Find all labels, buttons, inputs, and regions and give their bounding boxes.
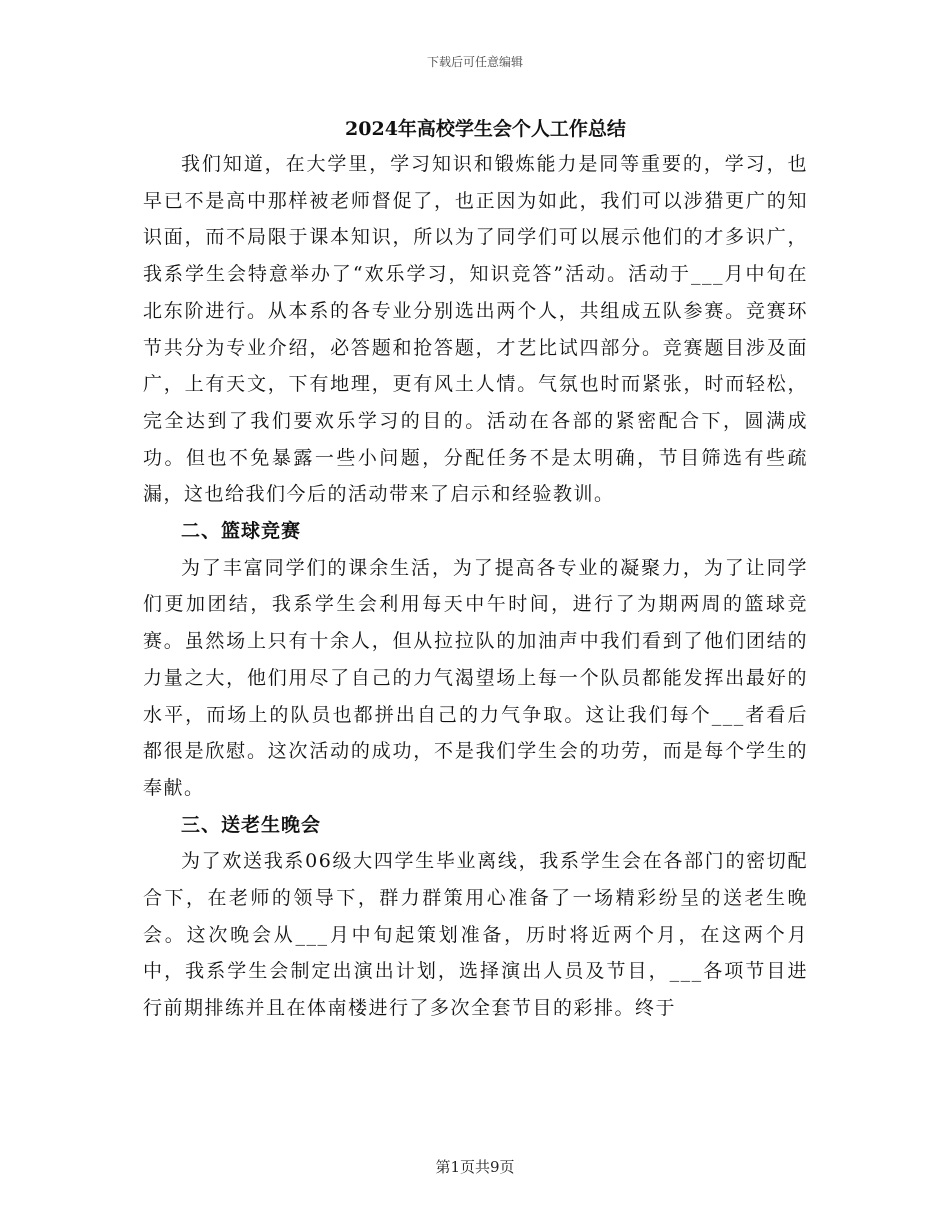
section-paragraph-farewell-party: 为了欢送我系06级大四学生毕业离线，我系学生会在各部门的密切配合下，在老师的领导下，群力群策用心准备了一场精彩纷呈的送老生晚会。这次晚会从___月中旬起策划准备，历时将近两个月，在这两个月中，我系学生会制定出演出计划，选择演出人员及节目，___各项节目进行前期排练并且在体南楼进行了多次全套节目的彩排。终于 [143,850,808,1020]
page-header-note: 下载后可任意编辑 [426,55,523,69]
section-heading-farewell-party: 三、送老生晚会 [181,813,322,836]
intro-paragraph: 我们知道，在大学里，学习知识和锻炼能力是同等重要的，学习，也早已不是高中那样被老师督促了，也正因为如此，我们可以涉猎更广的知识面，而不局限于课本知识，所以为了同学们可以展示他们的才多识广，我系学生会特意举办了“欢乐学习，知识竞答”活动。活动于___月中旬在北东阶进行。从本系的各专业分别选出两个人，共组成五队参赛。竞赛环节共分为专业介绍，必答题和抢答题，才艺比试四部分。竞赛题目涉及面广，上有天文，下有地理，更有风土人情。气氛也时而紧张，时而轻松，完全达到了我们要欢乐学习的目的。活动在各部的紧密配合下，圆满成功。但也不免暴露一些小问题，分配任务不是太明确，节目筛选有些疏漏，这也给我们今后的活动带来了启示和经验教训。 [143,153,808,506]
section-paragraph-basketball: 为了丰富同学们的课余生活，为了提高各专业的凝聚力，为了让同学们更加团结，我系学生会利用每天中午时间，进行了为期两周的篮球竞赛。虽然场上只有十余人，但从拉拉队的加油声中我们看到了他们团结的力量之大，他们用尽了自己的力气渴望场上每一个队员都能发挥出最好的水平，而场上的队员也都拼出自己的力气争取。这让我们每个___者看后都很是欣慰。这次活动的成功，不是我们学生会的功劳，而是每个学生的奉献。 [143,556,808,799]
document-title: 2024年高校学生会个人工作总结 [345,118,626,140]
section-heading-basketball: 二、篮球竞赛 [181,520,302,543]
page-number: 第1页共9页 [435,1158,515,1176]
document-body [143,112,808,1027]
